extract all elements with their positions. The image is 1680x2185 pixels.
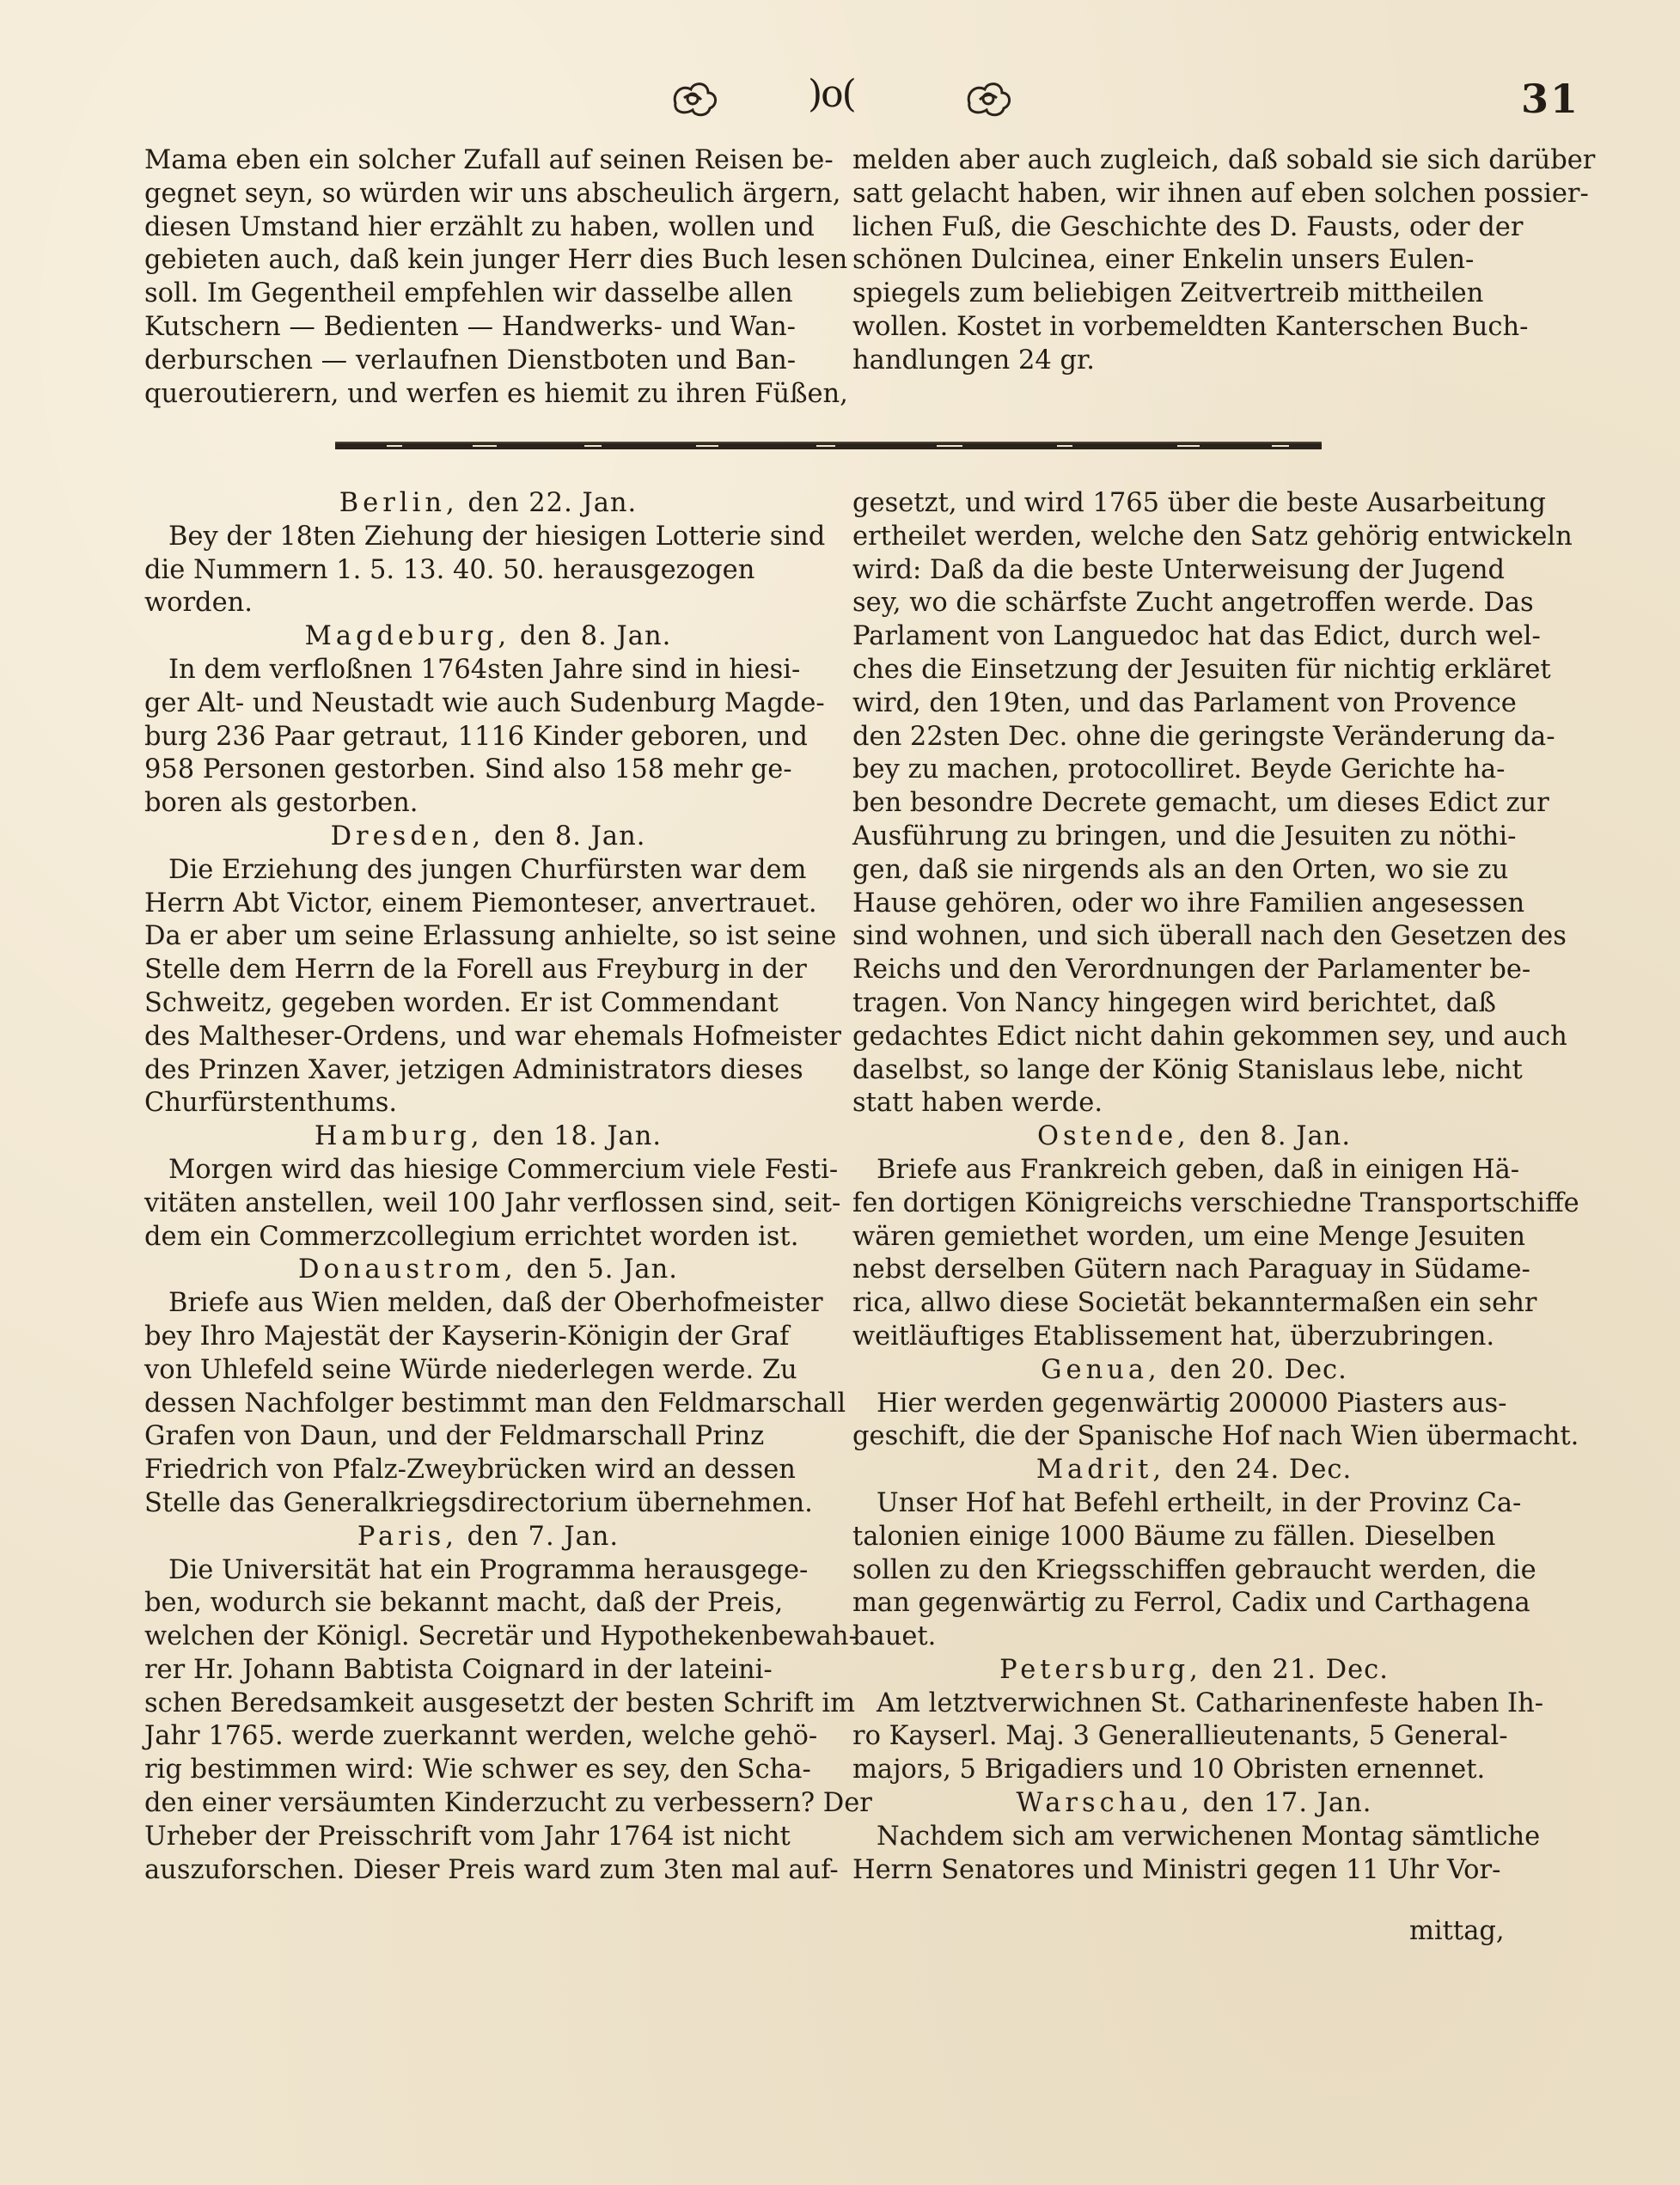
text-line: sind wohnen, und sich überall nach den Gesetzen des <box>852 921 1567 952</box>
dateline-city: Hamburg, <box>314 1121 484 1152</box>
text-line: weitläuftiges Etablissement hat, überzubringen. <box>852 1321 1495 1352</box>
dateline-city: Madrit, <box>1035 1455 1166 1486</box>
text-line: Kutschern — Bedienten — Handwerks- und Wan- <box>144 311 796 342</box>
dateline <box>852 1654 1536 1688</box>
text-line: schönen Dulcinea, einer Enkelin unsers Eulen- <box>852 245 1475 276</box>
text-line: auszuforschen. Dieser Preis ward zum 3ten mal auf- <box>144 1854 839 1885</box>
text-line: Stelle das Generalkriegsdirectorium übernehmen. <box>144 1487 813 1518</box>
header-mark: )o( <box>808 72 855 116</box>
news-paragraph <box>852 1388 1579 1455</box>
news-paragraph <box>852 1821 1541 1888</box>
news-paragraph <box>144 854 842 1120</box>
news-paragraph <box>852 487 1573 1120</box>
text-line: 958 Personen gestorben. Sind also 158 mehr ge- <box>144 754 792 785</box>
text-line: Hier werden gegenwärtig 200000 Piasters aus- <box>877 1388 1507 1419</box>
text-line: derburschen — verlaufnen Dienstboten und Ban- <box>144 345 797 375</box>
text-line: Churfürstenthums. <box>144 1088 398 1119</box>
news-paragraph <box>144 654 832 821</box>
text-line: gesetzt, und wird 1765 über die beste Ausarbeitung <box>852 488 1546 518</box>
text-line: burg 236 Paar getraut, 1116 Kinder geboren, und <box>144 721 808 752</box>
text-line: Grafen von Daun, und der Feldmarschall Prinz <box>144 1421 765 1452</box>
text-line: wird: Daß da die beste Unterweisung der Jugend <box>852 554 1506 585</box>
text-line: wollen. Kostet in vorbemeldten Kanterschen Buch- <box>852 311 1529 342</box>
text-line: nebst derselben Gütern nach Paraguay in Südame- <box>852 1254 1530 1285</box>
text-line: bey zu machen, protocolliret. Beyde Gerichte ha- <box>852 754 1506 785</box>
dateline-city: Warschau, <box>1016 1788 1194 1819</box>
text-line: man gegenwärtig zu Ferrol, Cadix und Carthagena <box>852 1588 1530 1619</box>
page-header <box>0 69 1680 137</box>
text-line: Parlament von Languedoc hat das Edict, durch wel- <box>852 621 1541 652</box>
news-paragraph <box>144 1287 846 1521</box>
dateline <box>144 821 832 854</box>
text-line: schen Beredsamkeit ausgesetzt der besten Schrift im <box>144 1688 855 1718</box>
news-paragraph <box>852 1154 1579 1354</box>
text-line: spiegels zum beliebigen Zeitvertreib mittheilen <box>852 278 1484 309</box>
dateline-city: Dresden, <box>330 821 486 851</box>
text-line: den einer versäumten Kinderzucht zu verbessern? Der <box>144 1788 872 1819</box>
dateline <box>852 1120 1536 1154</box>
top-right-column <box>852 144 1596 378</box>
text-line: wären gemiethet worden, um eine Menge Jesuiten <box>852 1221 1526 1252</box>
text-line: majors, 5 Brigadiers und 10 Obristen ernennet. <box>852 1755 1486 1785</box>
text-line: gebieten auch, daß kein junger Herr dies Buch lesen <box>144 245 848 276</box>
dateline <box>144 620 832 654</box>
dateline-city: Berlin, <box>339 488 459 518</box>
text-line: melden aber auch zugleich, daß sobald sie sich darüber <box>852 145 1596 175</box>
text-line: soll. Im Gegentheil empfehlen wir dasselbe allen <box>144 278 793 309</box>
catchword: mittag, <box>1409 1916 1505 1946</box>
text-line: rica, allwo diese Societät bekanntermaßen ein sehr <box>852 1288 1537 1319</box>
text-line: Mama eben ein solcher Zufall auf seinen Reisen be- <box>144 145 834 175</box>
text-line: talonien einige 1000 Bäume zu fällen. Dieselben <box>852 1521 1496 1552</box>
dateline <box>144 487 832 521</box>
text-line: vitäten anstellen, weil 100 Jahr verflossen sind, seit- <box>144 1187 841 1218</box>
text-line: gegnet seyn, so würden wir uns abscheulich ärgern, <box>144 178 841 209</box>
news-paragraph <box>852 1688 1544 1787</box>
text-line: des Maltheser-Ordens, und war ehemals Hofmeister <box>144 1021 842 1052</box>
dateline <box>144 1521 832 1554</box>
text-line: Da er aber um seine Erlassung anhielte, so ist seine <box>144 921 837 952</box>
text-line: ches die Einsetzung der Jesuiten für nichtig erkläret <box>852 654 1551 685</box>
dateline-city: Magdeburg, <box>304 621 511 652</box>
news-right-column <box>852 487 1579 1887</box>
text-line: die Nummern 1. 5. 13. 40. 50. herausgezogen <box>144 554 755 585</box>
text-line: Herrn Abt Victor, einem Piemonteser, anvertrauet. <box>144 888 817 919</box>
news-left-column <box>144 487 872 1887</box>
text-line: ertheilet werden, welche den Satz gehörig entwickeln <box>852 521 1573 552</box>
dateline-date: den 22. Jan. <box>458 488 638 518</box>
dateline-city: Genua, <box>1041 1354 1161 1385</box>
dateline-city: Donaustrom, <box>298 1254 517 1285</box>
text-line: ger Alt- und Neustadt wie auch Sudenburg Magde- <box>144 687 825 718</box>
floral-ornament-icon <box>669 77 720 120</box>
text-line: tragen. Von Nancy hingegen wird berichtet, daß <box>852 987 1496 1018</box>
text-line: handlungen 24 gr. <box>852 345 1095 375</box>
text-line: wird, den 19ten, und das Parlament von Provence <box>852 687 1517 718</box>
text-line: satt gelacht haben, wir ihnen auf eben solchen possier- <box>852 178 1589 209</box>
text-line: rig bestimmen wird: Wie schwer es sey, den Scha- <box>144 1755 811 1785</box>
dateline-date: den 8. Jan. <box>510 621 672 652</box>
text-line: welchen der Königl. Secretär und Hypothekenbewah- <box>144 1621 858 1652</box>
text-line: sollen zu den Kriegsschiffen gebraucht werden, die <box>852 1554 1536 1585</box>
dateline-city: Ostende, <box>1036 1121 1190 1152</box>
text-line: Ausführung zu bringen, und die Jesuiten zu nöthi- <box>852 821 1517 851</box>
text-line: Reichs und den Verordnungen der Parlamenter be- <box>852 955 1531 986</box>
dateline-date: den 5. Jan. <box>516 1254 678 1285</box>
dateline-city: Petersburg, <box>999 1654 1202 1685</box>
dateline <box>852 1454 1536 1487</box>
text-line: den 22sten Dec. ohne die geringste Veränderung da- <box>852 721 1555 752</box>
text-line: dem ein Commerzcollegium errichtet worden ist. <box>144 1221 799 1252</box>
dateline-date: den 18. Jan. <box>483 1121 663 1152</box>
text-line: dessen Nachfolger bestimmt man den Feldmarschall <box>144 1388 846 1419</box>
text-line: ben besondre Decrete gemacht, um dieses Edict zur <box>852 788 1549 819</box>
dateline-date: den 8. Jan. <box>485 821 646 851</box>
text-line: worden. <box>144 588 253 619</box>
dateline <box>852 1354 1536 1388</box>
text-line: geschift, die der Spanische Hof nach Wien übermacht. <box>852 1421 1579 1452</box>
text-line: Die Erziehung des jungen Churfürsten war dem <box>168 854 807 885</box>
text-line: daselbst, so lange der König Stanislaus lebe, nicht <box>852 1054 1523 1085</box>
text-line: des Prinzen Xaver, jetzigen Administrators dieses <box>144 1054 803 1085</box>
dateline <box>852 1787 1536 1821</box>
text-line: lichen Fuß, die Geschichte des D. Fausts, oder der <box>852 211 1524 242</box>
text-line: Am letztverwichnen St. Catharinenfeste haben Ih- <box>877 1688 1544 1718</box>
section-divider <box>335 440 1322 452</box>
news-paragraph <box>144 1154 841 1254</box>
dateline-city: Paris, <box>357 1521 458 1552</box>
text-line: rer Hr. Johann Babtista Coignard in der lateini- <box>144 1654 773 1685</box>
text-line: In dem verfloßnen 1764sten Jahre sind in hiesi- <box>168 654 801 685</box>
text-line: bauet. <box>852 1621 937 1652</box>
text-line: ben, wodurch sie bekannt macht, daß der Preis, <box>144 1588 784 1619</box>
dateline-date: den 21. Dec. <box>1201 1654 1389 1685</box>
dateline-date: den 7. Jan. <box>457 1521 620 1552</box>
news-paragraph <box>852 1487 1536 1654</box>
text-line: gen, daß sie nirgends als an den Orten, wo sie zu <box>852 854 1509 885</box>
dateline-date: den 24. Dec. <box>1165 1455 1353 1486</box>
text-line: sey, wo die schärfste Zucht angetroffen werde. Das <box>852 588 1534 619</box>
dateline-date: den 17. Jan. <box>1193 1788 1372 1819</box>
text-line: gedachtes Edict nicht dahin gekommen sey, und auch <box>852 1021 1567 1052</box>
text-line: Morgen wird das hiesige Commercium viele Festi- <box>168 1154 839 1185</box>
text-line: Briefe aus Wien melden, daß der Oberhofmeister <box>168 1288 823 1319</box>
news-paragraph <box>144 1554 872 1888</box>
top-left-column <box>144 144 848 411</box>
text-line: Jahr 1765. werde zuerkannt werden, welche gehö- <box>144 1721 818 1752</box>
text-line: Unser Hof hat Befehl ertheilt, in der Provinz Ca- <box>877 1487 1522 1518</box>
text-line: bey Ihro Majestät der Kayserin-Königin der Graf <box>144 1321 790 1352</box>
text-line: Bey der 18ten Ziehung der hiesigen Lotterie sind <box>168 521 826 552</box>
text-line: diesen Umstand hier erzählt zu haben, wollen und <box>144 211 815 242</box>
text-line: Urheber der Preisschrift vom Jahr 1764 ist nicht <box>144 1821 791 1852</box>
floral-ornament-icon <box>962 77 1014 120</box>
dateline <box>144 1120 832 1154</box>
text-line: Stelle dem Herrn de la Forell aus Freyburg in der <box>144 955 807 986</box>
text-line: Briefe aus Frankreich geben, daß in einigen Hä- <box>877 1154 1520 1185</box>
text-line: ro Kayserl. Maj. 3 Generallieutenants, 5 General- <box>852 1721 1508 1752</box>
text-line: boren als gestorben. <box>144 788 418 819</box>
page-number: 31 <box>1521 76 1580 122</box>
dateline <box>144 1254 832 1287</box>
text-line: Nachdem sich am verwichenen Montag sämtliche <box>877 1821 1541 1852</box>
news-paragraph <box>144 521 832 620</box>
text-line: fen dortigen Königreichs verschiedne Transportschiffe <box>852 1187 1579 1218</box>
text-line: Friedrich von Pfalz-Zweybrücken wird an dessen <box>144 1455 796 1486</box>
text-line: Herrn Senatores und Ministri gegen 11 Uhr Vor- <box>852 1854 1501 1885</box>
dateline-date: den 8. Jan. <box>1189 1121 1352 1152</box>
text-line: von Uhlefeld seine Würde niederlegen werde. Zu <box>144 1354 797 1385</box>
dateline-date: den 20. Dec. <box>1160 1354 1347 1385</box>
text-line: queroutierern, und werfen es hiemit zu ihren Füßen, <box>144 378 848 409</box>
text-line: Schweitz, gegeben worden. Er ist Commendant <box>144 987 779 1018</box>
text-line: statt haben werde. <box>852 1088 1103 1119</box>
text-line: Hause gehören, oder wo ihre Familien angesessen <box>852 888 1525 919</box>
text-line: Die Universität hat ein Programma herausgege- <box>168 1554 809 1585</box>
